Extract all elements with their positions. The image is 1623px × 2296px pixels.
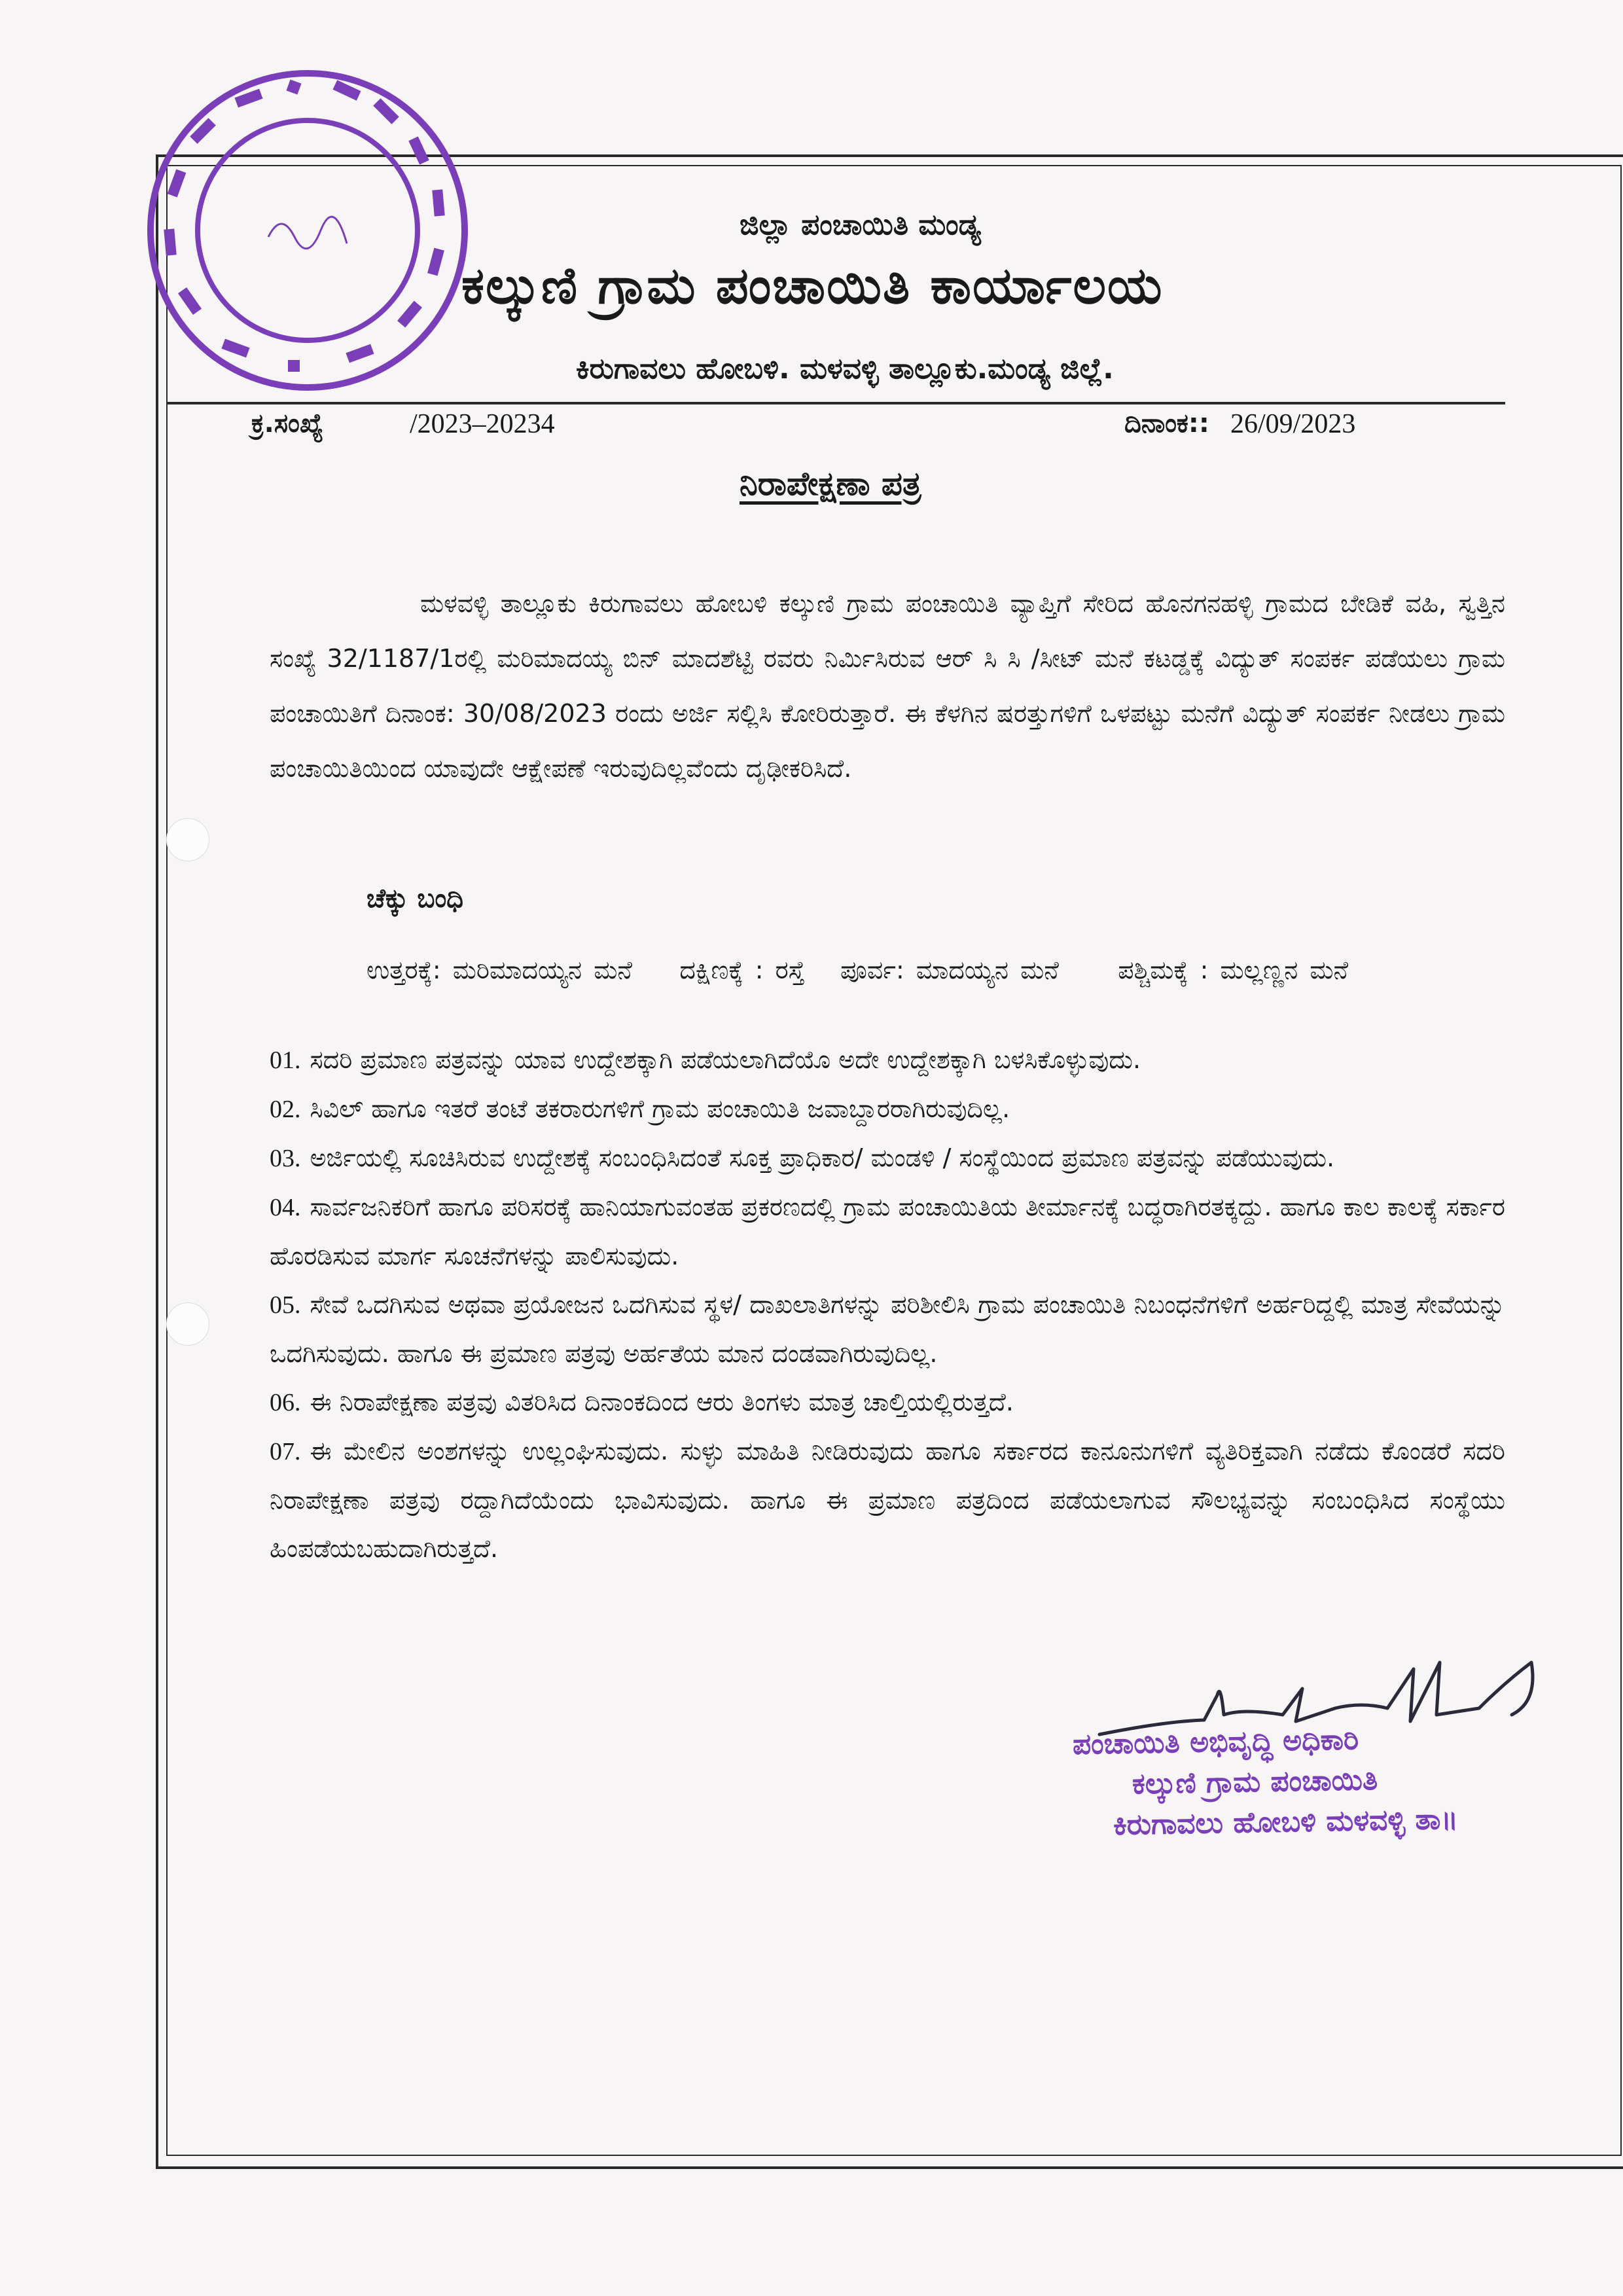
- punch-hole: [166, 1302, 209, 1346]
- seal-panchayat: ಕಲ್ಕುಣಿ ಗ್ರಾಮ ಪಂಚಾಯಿತಿ: [1132, 1763, 1378, 1801]
- condition-number: 01.: [270, 1047, 301, 1074]
- condition-text: ಸೇವೆ ಒದಗಿಸುವ ಅಥವಾ ಪ್ರಯೋಜನ ಒದಗಿಸುವ ಸ್ಥಳ/ ದಾಖಲಾತಿಗಳನ್ನು ಪರಿಶೀಲಿಸಿ ಗ್ರಾಮ ಪಂಚಾಯಿತಿ ನಿಬಂಧನೆಗಳಿಗೆ ಅರ್ಹರಿದ್ದಲ್ಲಿ ಮಾತ್ರ ಸೇವೆಯನ್ನು ಒದಗಿಸುವುದು. ಹಾಗೂ ಈ ಪ್ರಮಾಣ ಪತ್ರವು ಅರ್ಹತೆಯ ಮಾನ ದಂಡವಾಗಿರುವುದಿಲ್ಲ.: [270, 1290, 1505, 1368]
- condition-text: ಈ ನಿರಾಪೇಕ್ಷಣಾ ಪತ್ರವು ವಿತರಿಸಿದ ದಿನಾಂಕದಿಂದ ಆರು ತಿಂಗಳು ಮಾತ್ರ ಚಾಲ್ತಿಯಲ್ಲಿರುತ್ತದೆ.: [310, 1388, 1014, 1416]
- condition-text: ಸದರಿ ಪ್ರಮಾಣ ಪತ್ರವನ್ನು ಯಾವ ಉದ್ದೇಶಕ್ಕಾಗಿ ಪಡೆಯಲಾಗಿದೆಯೊ ಅದೇ ಉದ್ದೇಶಕ್ಕಾಗಿ ಬಳಸಿಕೊಳ್ಳುವುದು.: [310, 1045, 1141, 1074]
- condition-number: 05.: [270, 1291, 301, 1319]
- ref-number-value: /2023–20234: [410, 409, 555, 439]
- condition-item: [270, 1378, 1505, 1427]
- header-divider: [166, 402, 1505, 404]
- punch-hole: [166, 818, 209, 861]
- condition-item: [270, 1427, 1505, 1573]
- document-title: ನಿರಾಪೇಕ್ಷಣಾ ಪತ್ರ: [740, 465, 921, 503]
- condition-item: [270, 1280, 1505, 1378]
- body-paragraph: ಮಳವಳ್ಳಿ ತಾಲ್ಲೂಕು ಕಿರುಗಾವಲು ಹೋಬಳಿ ಕಲ್ಕುಣಿ ಗ್ರಾಮ ಪಂಚಾಯಿತಿ ವ್ಯಾಪ್ತಿಗೆ ಸೇರಿದ ಹೊನಗನಹಳ್ಳಿ ಗ್ರಾಮದ ಬೇಡಿಕೆ ವಹಿ, ಸ್ವತ್ತಿನ ಸಂಖ್ಯೆ 32/1187/1ರಲ್ಲಿ ಮರಿಮಾದಯ್ಯ ಬಿನ್ ಮಾದಶೆಟ್ಟಿ ರವರು ನಿರ್ಮಿಸಿರುವ ಆರ್ ಸಿ ಸಿ /ಸೀಟ್ ಮನೆ ಕಟಡ್ಡಕ್ಕೆ ವಿದ್ಯುತ್ ಸಂಪರ್ಕ ಪಡೆಯಲು ಗ್ರಾಮ ಪಂಚಾಯಿತಿಗೆ ದಿನಾಂಕ: 30/08/2023 ರಂದು ಅರ್ಜಿ ಸಲ್ಲಿಸಿ ಕೋರಿರುತ್ತಾರೆ. ಈ ಕೆಳಗಿನ ಷರತ್ತುಗಳಿಗೆ ಒಳಪಟ್ಟು ಮನೆಗೆ ವಿದ್ಯುತ್ ಸಂಪರ್ಕ ನೀಡಲು ಗ್ರಾಮ ಪಂಚಾಯಿತಿಯಿಂದ ಯಾವುದೇ ಆಕ್ಷೇಪಣೆ ಇರುವುದಿಲ್ಲವೆಂದು ದೃಢೀಕರಿಸಿದೆ.: [270, 589, 1505, 783]
- condition-number: 03.: [270, 1145, 301, 1172]
- condition-item: [270, 1134, 1505, 1183]
- office-address: ಕಿರುಗಾವಲು ಹೋಬಳಿ. ಮಳವಳ್ಳಿ ತಾಲ್ಲೂಕು.ಮಂಡ್ಯ ಜಿಲ್ಲೆ.: [576, 352, 1114, 386]
- office-stamp: [137, 60, 478, 401]
- seal-designation: ಪಂಚಾಯಿತಿ ಅಭಿವೃದ್ಧಿ ಅಧಿಕಾರಿ: [1072, 1723, 1359, 1762]
- date-value: 26/09/2023: [1230, 409, 1356, 439]
- condition-item: [270, 1183, 1505, 1280]
- office-title: ಕಲ್ಕುಣಿ ಗ್ರಾಮ ಪಂಚಾಯಿತಿ ಕಾರ್ಯಾಲಯ: [461, 257, 1164, 315]
- date-label: ದಿನಾಂಕ::: [1124, 408, 1209, 439]
- boundaries-text: ಉತ್ತರಕ್ಕೆ: ಮರಿಮಾದಯ್ಯನ ಮನೆ ದಕ್ಷಿಣಕ್ಕೆ : ರಸ್ತೆ ಪೂರ್ವ: ಮಾದಯ್ಯನ ಮನೆ ಪಶ್ಚಿಮಕ್ಕೆ : ಮಲ್ಲಣ್ಣನ ಮನೆ: [366, 956, 1349, 984]
- officer-seal: [1072, 1718, 1458, 1846]
- seal-location: ಕಿರುಗಾವಲು ಹೋಬಳಿ ಮಳವಳ್ಳಿ ತಾ॥: [1113, 1802, 1459, 1842]
- condition-item: [270, 1085, 1505, 1134]
- condition-text: ಅರ್ಜಿಯಲ್ಲಿ ಸೂಚಿಸಿರುವ ಉದ್ದೇಶಕ್ಕೆ ಸಂಬಂಧಿಸಿದಂತೆ ಸೂಕ್ತ ಪ್ರಾಧಿಕಾರ/ ಮಂಡಳಿ / ಸಂಸ್ಥೆಯಿಂದ ಪ್ರಮಾಣ ಪತ್ರವನ್ನು ಪಡೆಯುವುದು.: [310, 1143, 1335, 1172]
- condition-number: 06.: [270, 1389, 301, 1416]
- conditions-list: [270, 1035, 1505, 1573]
- condition-text: ಸಿವಿಲ್ ಹಾಗೂ ಇತರೆ ತಂಟೆ ತಕರಾರುಗಳಿಗೆ ಗ್ರಾಮ ಪಂಚಾಯಿತಿ ಜವಾಬ್ದಾರರಾಗಿರುವುದಿಲ್ಲ.: [310, 1094, 1010, 1123]
- condition-number: 07.: [270, 1438, 301, 1465]
- boundaries-heading: ಚೆಕ್ಕು ಬಂಧಿ: [366, 884, 464, 914]
- condition-number: 02.: [270, 1096, 301, 1123]
- condition-number: 04.: [270, 1194, 301, 1221]
- condition-text: ಸಾರ್ವಜನಿಕರಿಗೆ ಹಾಗೂ ಪರಿಸರಕ್ಕೆ ಹಾನಿಯಾಗುವಂತಹ ಪ್ರಕರಣದಲ್ಲಿ ಗ್ರಾಮ ಪಂಚಾಯಿತಿಯ ತೀರ್ಮಾನಕ್ಕೆ ಬದ್ಧರಾಗಿರತಕ್ಕದ್ದು. ಹಾಗೂ ಕಾಲ ಕಾಲಕ್ಕೆ ಸರ್ಕಾರ ಹೊರಡಿಸುವ ಮಾರ್ಗ ಸೂಚನೆಗಳನ್ನು ಪಾಲಿಸುವುದು.: [270, 1193, 1505, 1270]
- condition-item: [270, 1035, 1505, 1085]
- condition-text: ಈ ಮೇಲಿನ ಅಂಶಗಳನ್ನು ಉಲ್ಲಂಘಿಸುವುದು. ಸುಳ್ಳು ಮಾಹಿತಿ ನೀಡಿರುವುದು ಹಾಗೂ ಸರ್ಕಾರದ ಕಾನೂನುಗಳಿಗೆ ವ್ಯತಿರಿಕ್ತವಾಗಿ ನಡೆದು ಕೊಂಡರೆ ಸದರಿ ನಿರಾಪೇಕ್ಷಣಾ ಪತ್ರವು ರದ್ದಾಗಿದೆಯೆಂದು ಭಾವಿಸುವುದು. ಹಾಗೂ ಈ ಪ್ರಮಾಣ ಪತ್ರದಿಂದ ಪಡೆಯಲಾಗುವ ಸೌಲಭ್ಯವನ್ನು ಸಂಬಂಧಿಸಿದ ಸಂಸ್ಥೆಯು ಹಿಂಪಡೆಯಬಹುದಾಗಿರುತ್ತದೆ.: [270, 1437, 1505, 1563]
- ref-number-label: ಕ್ರ.ಸಂಖ್ಯೆ: [251, 408, 324, 439]
- district-name: ಜಿಲ್ಲಾ ಪಂಚಾಯಿತಿ ಮಂಡ್ಯ: [740, 208, 981, 242]
